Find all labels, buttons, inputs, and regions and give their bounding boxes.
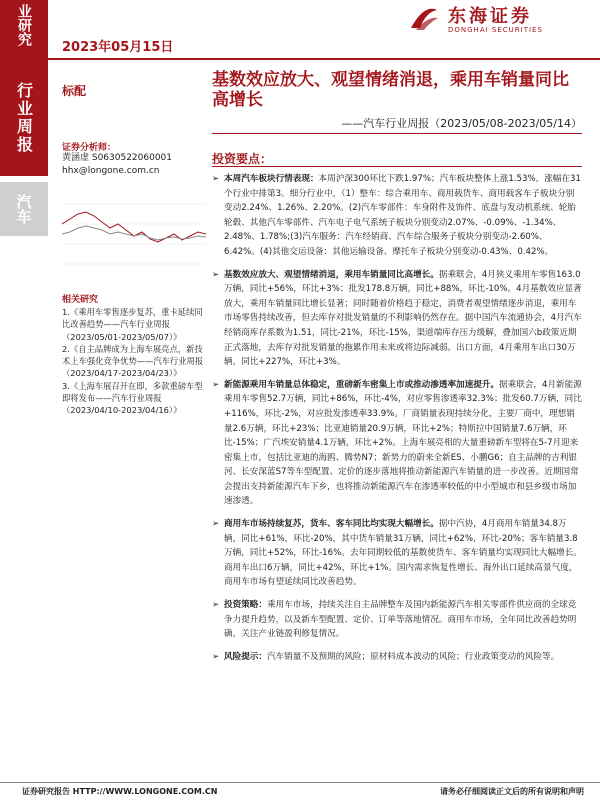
key-points-heading: 投资要点： [212, 152, 273, 166]
sector-performance-chart [62, 184, 206, 288]
company-logo [408, 0, 578, 40]
related-item[interactable]: 1.《乘用车零售逐步复苏，重卡延续同比改善趋势——汽车行业周报（2023/05/01-2023/05/07）》 [62, 307, 203, 342]
footer-left[interactable]: 证券研究报告 HTTP://WWW.LONGONE.COM.CN [22, 787, 218, 796]
sidebar [0, 60, 48, 236]
key-point: ➢ 本周汽车板块行情表现：本周沪深300环比下跌1.97%；汽车板块整体上涨1.53%，涨幅在31个行业中排第3。细分行业中，（1）整车：综合乘用车、商用载货车、商用载客车子板块分别变动2.24%、1.26%、2.20%。(2)汽车零部件：车身附件及饰件、底盘与发动机系统、轮胎轮毂、其他汽车零部件、汽车电子电气系统子板块分别变动2.07%、-0.09%、-1.34%、2.48%、1.78%;(3)汽车服务：汽车经销商、汽车综合服务子板块分别变动-2.60%、6.42%。(4)其他交运设备：其他运输设备、摩托车子板块分别变动-0.43%、0.42%。 [212, 174, 581, 257]
logo-en: DONGHAI SECURITIES [448, 26, 543, 34]
key-points-list [212, 172, 582, 672]
sector-label: 汽车 [0, 182, 48, 236]
key-point: ➢ 投资策略：乘用车市场，持续关注自主品牌整车及国内新能源汽车相关零部件供应商的全球竞争力提升趋势，以及新车型配置、定价、订单等落地情况。商用车市场，全年同比改善趋势明确，关注产业链盈利修复情况。 [212, 600, 577, 640]
analyst-email[interactable]: hhx@longone.com.cn [62, 166, 160, 176]
report-type-tab: 业研究 [0, 0, 48, 60]
report-title: 基数效应放大、观望情绪消退，乘用车销量同比高增长 [212, 70, 569, 110]
key-point: ➢ 基数效应放大、观望情绪消退，乘用车销量同比高增长。据乘联会，4月狭义乘用车零售163.0万辆，同比+56%，环比+3%；批发178.8万辆，同比+88%，环比-10%。4月基数效应显著放大，乘用车销量同比增长显著；同时随着价格趋于稳定，消费者观望情绪逐步消退，乘用车市场零售持续改善，但去库存对批发销量的不利影响仍然存在。据中国汽车流通协会，4月汽车经销商库存系数为1.51，同比-21%，环比-15%，渠道端库存压力缓解，叠加国六b政策近期正式落地，去库存对批发销量的拖累作用未来或将边际减弱。出口方面，4月乘用车出口30万辆，同比+227%，环比+3%。 [212, 269, 582, 368]
key-point: ➢ 新能源乘用车销量总体稳定，重磅新车密集上市或推动渗透率加速提升。据乘联会，4月新能源乘用车零售52.7万辆，同比+86%，环比-4%，对应零售渗透率32.3%；批发60.7万辆，同比+116%，环比-2%，对应批发渗透率33.9%。厂商销量表现持续分化，主要厂商中，理想销量2.6万辆，环比+23%；比亚迪销量20.9万辆，环比+2%；特斯拉中国销量7.6万辆，环比-15%；广汽埃安销量4.1万辆，环比+2%。上海车展亮相的大量重磅新车型将在5-7月迎来密集上市，包括比亚迪的海鸥、腾势N7；新势力的蔚来全新ES、小鹏G6；自主品牌的吉利银河、长安深蓝S7等车型配置、定价的逐步落地将推动新能源汽车销量的进一步改善。近期国常会提出支持新能源汽车下乡，也将推动新能源汽车在渗透率较低的中小型城市和县乡级市场加速渗透。 [212, 379, 582, 507]
key-point: ➢ 商用车市场持续复苏，货车、客车同比均实现大幅增长。据中汽协，4月商用车销量34.8万辆，同比+61%，环比-20%，其中货车销量31万辆，同比+62%，环比-20%；客车销量3.8万辆，同比+52%，环比-16%。去年同期较低的基数使货车、客车销量均实现同比大幅增长。商用车出口6万辆，同比+42%，环比+1%。国内需求恢复性增长、海外出口延续高景气度，商用车市场有望延续同比改善趋势。 [212, 519, 582, 588]
analyst-name: 黄涵虚 S0630522060001 [62, 153, 173, 163]
analyst-title: 证券分析师： [62, 143, 117, 153]
footer-divider [0, 782, 600, 783]
logo-cn: 东海证券 [448, 6, 532, 27]
key-points-divider [212, 166, 582, 167]
related-research-title: 相关研究 [62, 295, 99, 305]
report-kind-label: 行业周报 [0, 60, 48, 176]
report-date: 2023年05月15日 [62, 40, 174, 55]
title-divider [212, 133, 582, 134]
related-item[interactable]: 2.《自主品牌成为上海车展亮点，新技术上车强化竞争优势——汽车行业周报（2023/04/17-2023/04/23）》 [62, 343, 204, 379]
industry-rating: 标配 [62, 84, 87, 98]
header-divider [48, 58, 600, 60]
related-item[interactable]: 3.《上海车展召开在即，多款重磅车型即将发布——汽车行业周报（2023/04/10-2023/04/16）》 [62, 380, 203, 416]
report-subtitle: ——汽车行业周报（2023/05/08-2023/05/14） [341, 117, 582, 130]
related-research-list [62, 306, 206, 417]
key-point: ➢ 风险提示：汽车销量不及预期的风险；原材料成本波动的风险；行业政策变动的风险等。 [212, 651, 560, 662]
logo-mark-icon [408, 2, 440, 32]
footer-disclaimer: 请务必仔细阅读正文后的所有说明和声明 [440, 787, 584, 796]
analyst-info [62, 152, 172, 178]
